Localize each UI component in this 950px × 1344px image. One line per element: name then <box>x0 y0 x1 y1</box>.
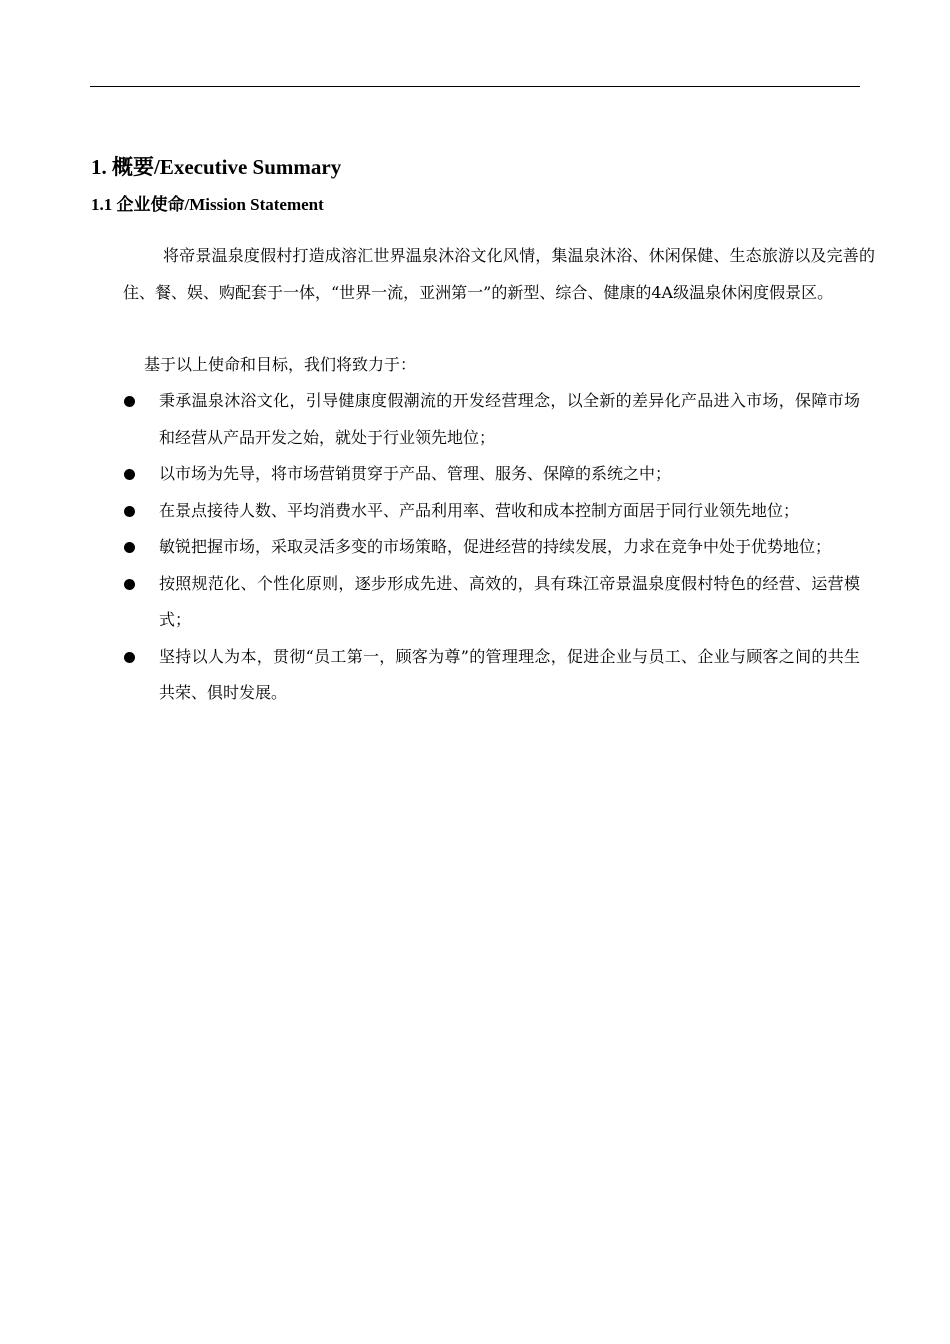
bullet-icon <box>124 506 135 517</box>
list-item <box>124 383 860 456</box>
list-item <box>124 529 860 566</box>
list-item-text: 按照规范化、个性化原则，逐步形成先进、高效的，具有珠江帝景温泉度假村特色的经营、运营模式； <box>159 573 860 629</box>
list-item <box>124 493 860 530</box>
bullet-icon <box>124 579 135 590</box>
list-item-text: 在景点接待人数、平均消费水平、产品利用率、营收和成本控制方面居于同行业领先地位； <box>159 500 800 520</box>
bullet-icon <box>124 652 135 663</box>
commitment-list <box>124 383 860 712</box>
bullet-icon <box>124 542 135 553</box>
list-item-text: 坚持以人为本，贯彻“员工第一，顾客为尊”的管理理念，促进企业与员工、企业与顾客之间的共生共荣、俱时发展。 <box>159 646 860 702</box>
list-item-text: 敏锐把握市场，采取灵活多变的市场策略，促进经营的持续发展，力求在竞争中处于优势地位； <box>159 537 832 556</box>
list-item-text: 以市场为先导，将市场营销贯穿于产品、管理、服务、保障的系统之中； <box>159 464 672 483</box>
bullet-icon <box>124 469 135 480</box>
list-item <box>124 639 860 712</box>
section-heading: 1. 概要/Executive Summary <box>91 155 342 179</box>
bullet-icon <box>124 396 135 407</box>
header-rule <box>90 86 860 87</box>
list-item <box>124 456 860 493</box>
subsection-heading: 1.1 企业使命/Mission Statement <box>91 195 324 214</box>
list-item <box>124 566 860 639</box>
mission-paragraph: 将帝景温泉度假村打造成溶汇世界温泉沐浴文化风情，集温泉沐浴、休闲保健、生态旅游以及完善的住、餐、娱、购配套于一体，“世界一流，亚洲第一”的新型、综合、健康的4A级温泉休闲度假景区。 <box>123 246 875 302</box>
commitment-intro: 基于以上使命和目标，我们将致力于： <box>144 355 417 374</box>
list-item-text: 秉承温泉沐浴文化，引导健康度假潮流的开发经营理念，以全新的差异化产品进入市场，保障市场和经营从产品开发之始，就处于行业领先地位； <box>159 391 860 447</box>
